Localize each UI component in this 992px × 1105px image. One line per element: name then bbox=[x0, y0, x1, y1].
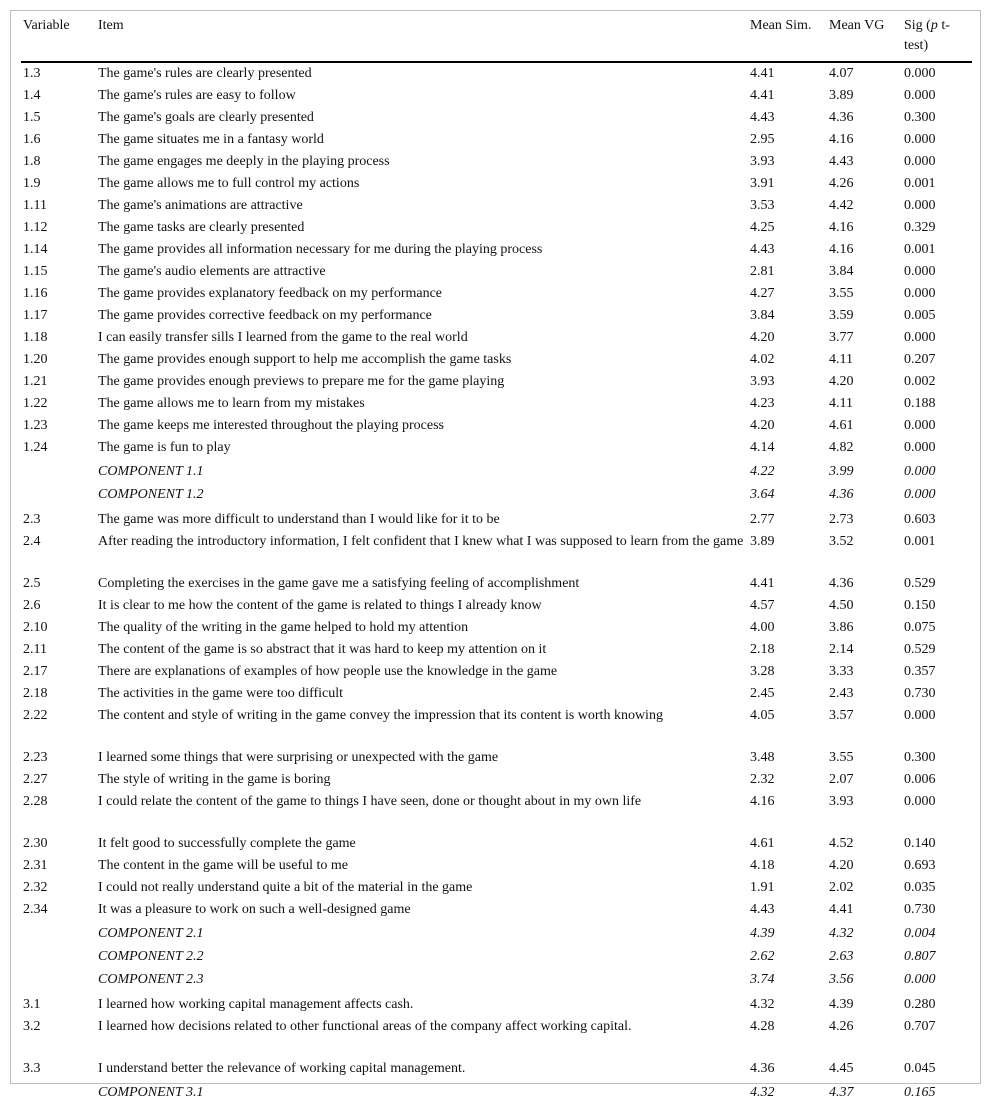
mean-vg-cell: 3.93 bbox=[829, 794, 854, 809]
sig-cell: 0.005 bbox=[904, 308, 936, 323]
item-cell: The game situates me in a fantasy world bbox=[98, 132, 324, 147]
table-row bbox=[21, 151, 972, 173]
sig-cell: 0.150 bbox=[904, 598, 936, 613]
table-row bbox=[21, 639, 972, 661]
mean-vg-cell: 3.52 bbox=[829, 534, 854, 549]
mean-sim-cell: 4.25 bbox=[750, 220, 775, 235]
header-sig-prefix: Sig ( bbox=[904, 18, 931, 33]
sig-cell: 0.000 bbox=[904, 154, 936, 169]
table-row bbox=[21, 217, 972, 239]
mean-vg-cell: 4.42 bbox=[829, 198, 854, 213]
variable-cell: 2.23 bbox=[23, 750, 48, 765]
variable-cell: 1.18 bbox=[23, 330, 48, 345]
variable-cell: 1.11 bbox=[23, 198, 47, 213]
item-cell: COMPONENT 3.1 bbox=[98, 1085, 204, 1100]
variable-cell: 2.27 bbox=[23, 772, 48, 787]
variable-cell: 1.16 bbox=[23, 286, 48, 301]
mean-vg-cell: 4.82 bbox=[829, 440, 854, 455]
item-cell: It felt good to successfully complete the game bbox=[98, 836, 356, 851]
table-row bbox=[21, 173, 972, 195]
table-row bbox=[21, 239, 972, 261]
variable-cell: 2.6 bbox=[23, 598, 41, 613]
table-row bbox=[21, 437, 972, 459]
mean-vg-cell: 4.16 bbox=[829, 220, 854, 235]
variable-cell: 1.12 bbox=[23, 220, 48, 235]
variable-cell: 1.20 bbox=[23, 352, 48, 367]
mean-vg-cell: 4.16 bbox=[829, 242, 854, 257]
mean-sim-cell: 3.48 bbox=[750, 750, 775, 765]
table-row bbox=[21, 85, 972, 107]
mean-sim-cell: 4.43 bbox=[750, 902, 775, 917]
item-cell: The game provides enough support to help me accomplish the game tasks bbox=[98, 352, 512, 367]
variable-cell bbox=[21, 459, 98, 482]
item-cell: The game's rules are easy to follow bbox=[98, 88, 296, 103]
mean-sim-cell: 4.39 bbox=[750, 926, 775, 941]
table-row bbox=[21, 107, 972, 129]
mean-sim-cell: 4.41 bbox=[750, 66, 775, 81]
mean-sim-cell: 4.43 bbox=[750, 110, 775, 125]
mean-vg-cell: 4.32 bbox=[829, 926, 854, 941]
item-cell: The game's rules are clearly presented bbox=[98, 66, 312, 81]
variable-cell: 1.5 bbox=[23, 110, 41, 125]
variable-cell bbox=[21, 921, 98, 944]
mean-sim-cell: 4.23 bbox=[750, 396, 775, 411]
sig-cell: 0.075 bbox=[904, 620, 936, 635]
mean-vg-cell: 3.86 bbox=[829, 620, 854, 635]
variable-cell bbox=[21, 944, 98, 967]
mean-sim-cell: 3.91 bbox=[750, 176, 775, 191]
mean-sim-cell: 2.81 bbox=[750, 264, 775, 279]
item-cell: I can easily transfer sills I learned from the game to the real world bbox=[98, 330, 468, 345]
table-row bbox=[21, 573, 972, 595]
sig-cell: 0.000 bbox=[904, 972, 936, 987]
mean-sim-cell: 2.62 bbox=[750, 949, 775, 964]
variable-cell: 2.28 bbox=[23, 794, 48, 809]
mean-sim-cell: 4.00 bbox=[750, 620, 775, 635]
mean-vg-cell: 2.07 bbox=[829, 772, 854, 787]
sig-cell: 0.140 bbox=[904, 836, 936, 851]
sig-cell: 0.300 bbox=[904, 110, 936, 125]
item-cell: The game is fun to play bbox=[98, 440, 231, 455]
variable-cell: 1.17 bbox=[23, 308, 48, 323]
table-row bbox=[21, 507, 972, 531]
mean-vg-cell: 3.57 bbox=[829, 708, 854, 723]
item-cell: COMPONENT 2.3 bbox=[98, 972, 204, 987]
sig-cell: 0.001 bbox=[904, 242, 936, 257]
item-cell: The game allows me to learn from my mistakes bbox=[98, 396, 365, 411]
sig-cell: 0.001 bbox=[904, 176, 936, 191]
sig-cell: 0.000 bbox=[904, 418, 936, 433]
table-row bbox=[21, 531, 972, 573]
item-cell: The style of writing in the game is boring bbox=[98, 772, 331, 787]
mean-vg-cell: 2.73 bbox=[829, 512, 854, 527]
item-cell: The game allows me to full control my actions bbox=[98, 176, 360, 191]
mean-sim-cell: 2.32 bbox=[750, 772, 775, 787]
mean-sim-cell: 4.28 bbox=[750, 1019, 775, 1034]
mean-vg-cell: 4.16 bbox=[829, 132, 854, 147]
mean-sim-cell: 4.27 bbox=[750, 286, 775, 301]
mean-sim-cell: 4.22 bbox=[750, 464, 775, 479]
item-cell: The content in the game will be useful to me bbox=[98, 858, 348, 873]
variable-cell: 3.2 bbox=[23, 1019, 41, 1034]
item-cell: I could relate the content of the game to things I have seen, done or thought about in my own life bbox=[98, 794, 642, 809]
sig-cell: 0.300 bbox=[904, 750, 936, 765]
mean-sim-cell: 3.74 bbox=[750, 972, 775, 987]
mean-sim-cell: 4.61 bbox=[750, 836, 775, 851]
variable-cell: 1.14 bbox=[23, 242, 48, 257]
variable-cell: 2.30 bbox=[23, 836, 48, 851]
mean-vg-cell: 2.02 bbox=[829, 880, 854, 895]
variable-cell: 1.3 bbox=[23, 66, 41, 81]
header-sig-suffix: t-test) bbox=[904, 18, 950, 53]
sig-cell: 0.000 bbox=[904, 264, 936, 279]
variable-cell: 2.18 bbox=[23, 686, 48, 701]
table-row bbox=[21, 62, 972, 85]
sig-cell: 0.000 bbox=[904, 66, 936, 81]
mean-vg-cell: 4.50 bbox=[829, 598, 854, 613]
item-cell: The quality of the writing in the game helped to hold my attention bbox=[98, 620, 469, 635]
mean-sim-cell: 4.16 bbox=[750, 794, 775, 809]
table-row bbox=[21, 129, 972, 151]
mean-vg-cell: 4.36 bbox=[829, 487, 854, 502]
mean-sim-cell: 4.14 bbox=[750, 440, 775, 455]
mean-sim-cell: 3.93 bbox=[750, 154, 775, 169]
item-cell: The game's goals are clearly presented bbox=[98, 110, 314, 125]
table-row bbox=[21, 371, 972, 393]
variable-cell: 1.6 bbox=[23, 132, 41, 147]
header-sig-p: p bbox=[930, 18, 938, 33]
sig-cell: 0.045 bbox=[904, 1061, 936, 1076]
sig-cell: 0.000 bbox=[904, 708, 936, 723]
sig-cell: 0.006 bbox=[904, 772, 936, 787]
variable-cell: 1.23 bbox=[23, 418, 48, 433]
sig-cell: 0.280 bbox=[904, 997, 936, 1012]
mean-vg-cell: 4.20 bbox=[829, 858, 854, 873]
item-cell: I learned some things that were surprising or unexpected with the game bbox=[98, 750, 499, 765]
mean-vg-cell: 4.52 bbox=[829, 836, 854, 851]
mean-vg-cell: 4.11 bbox=[829, 352, 853, 367]
mean-vg-cell: 4.26 bbox=[829, 1019, 854, 1034]
table-row bbox=[21, 899, 972, 921]
variable-cell: 2.10 bbox=[23, 620, 48, 635]
header-mean-sim: Mean Sim. bbox=[750, 11, 829, 62]
variable-cell: 2.34 bbox=[23, 902, 48, 917]
mean-sim-cell: 3.53 bbox=[750, 198, 775, 213]
mean-sim-cell: 4.32 bbox=[750, 997, 775, 1012]
item-cell: COMPONENT 2.2 bbox=[98, 949, 204, 964]
sig-cell: 0.000 bbox=[904, 198, 936, 213]
table-row bbox=[21, 595, 972, 617]
item-cell: After reading the introductory information, I felt confident that I knew what I was supposed to learn from the game bbox=[98, 534, 744, 549]
item-cell: The game engages me deeply in the playing process bbox=[98, 154, 390, 169]
mean-vg-cell: 3.33 bbox=[829, 664, 854, 679]
sig-cell: 0.529 bbox=[904, 642, 936, 657]
table-row bbox=[21, 349, 972, 371]
sig-cell: 0.004 bbox=[904, 926, 936, 941]
table-row bbox=[21, 705, 972, 747]
variable-cell bbox=[21, 482, 98, 507]
table-row bbox=[21, 393, 972, 415]
table-row bbox=[21, 992, 972, 1016]
table-row bbox=[21, 415, 972, 437]
sig-cell: 0.000 bbox=[904, 487, 936, 502]
table-row bbox=[21, 791, 972, 833]
item-cell: The game's animations are attractive bbox=[98, 198, 303, 213]
table-header-row bbox=[21, 11, 972, 62]
table-row bbox=[21, 833, 972, 855]
item-cell: The game provides corrective feedback on my performance bbox=[98, 308, 432, 323]
item-cell: The content and style of writing in the game convey the impression that its content is worth knowing bbox=[98, 708, 663, 723]
sig-cell: 0.165 bbox=[904, 1085, 936, 1100]
item-cell: The content of the game is so abstract that it was hard to keep my attention on it bbox=[98, 642, 547, 657]
component-row bbox=[21, 459, 972, 482]
mean-sim-cell: 4.20 bbox=[750, 330, 775, 345]
sig-cell: 0.603 bbox=[904, 512, 936, 527]
header-variable: Variable bbox=[21, 11, 98, 62]
table-row bbox=[21, 617, 972, 639]
sig-cell: 0.035 bbox=[904, 880, 936, 895]
variable-cell: 2.17 bbox=[23, 664, 48, 679]
sig-cell: 0.001 bbox=[904, 534, 936, 549]
variable-cell: 1.15 bbox=[23, 264, 48, 279]
mean-sim-cell: 2.45 bbox=[750, 686, 775, 701]
item-cell: The game was more difficult to understand than I would like for it to be bbox=[98, 512, 500, 527]
table-body bbox=[21, 62, 972, 1105]
item-cell: The game's audio elements are attractive bbox=[98, 264, 326, 279]
mean-sim-cell: 3.28 bbox=[750, 664, 775, 679]
variable-cell: 1.4 bbox=[23, 88, 41, 103]
mean-sim-cell: 1.91 bbox=[750, 880, 775, 895]
mean-vg-cell: 3.55 bbox=[829, 750, 854, 765]
table-row bbox=[21, 327, 972, 349]
sig-cell: 0.529 bbox=[904, 576, 936, 591]
variable-cell: 1.21 bbox=[23, 374, 48, 389]
sig-cell: 0.707 bbox=[904, 1019, 936, 1034]
variable-cell: 2.22 bbox=[23, 708, 48, 723]
table-row bbox=[21, 195, 972, 217]
table-row bbox=[21, 769, 972, 791]
variable-cell: 2.5 bbox=[23, 576, 41, 591]
mean-sim-cell: 4.41 bbox=[750, 576, 775, 591]
mean-vg-cell: 4.36 bbox=[829, 576, 854, 591]
item-cell: COMPONENT 1.1 bbox=[98, 464, 204, 479]
item-cell: The activities in the game were too difficult bbox=[98, 686, 344, 701]
item-cell: Completing the exercises in the game gave me a satisfying feeling of accomplishment bbox=[98, 576, 580, 591]
mean-vg-cell: 3.99 bbox=[829, 464, 854, 479]
item-cell: The game keeps me interested throughout the playing process bbox=[98, 418, 445, 433]
mean-vg-cell: 3.59 bbox=[829, 308, 854, 323]
mean-vg-cell: 4.61 bbox=[829, 418, 854, 433]
item-cell: I learned how working capital management affects cash. bbox=[98, 997, 414, 1012]
mean-vg-cell: 4.26 bbox=[829, 176, 854, 191]
item-cell: I could not really understand quite a bit of the material in the game bbox=[98, 880, 473, 895]
variable-cell: 1.9 bbox=[23, 176, 41, 191]
mean-vg-cell: 4.37 bbox=[829, 1085, 854, 1100]
sig-cell: 0.000 bbox=[904, 794, 936, 809]
header-sig bbox=[904, 11, 972, 62]
mean-sim-cell: 4.18 bbox=[750, 858, 775, 873]
variable-cell: 1.24 bbox=[23, 440, 48, 455]
table-row bbox=[21, 1058, 972, 1080]
mean-vg-cell: 2.63 bbox=[829, 949, 854, 964]
item-cell: COMPONENT 1.2 bbox=[98, 487, 204, 502]
table-row bbox=[21, 747, 972, 769]
item-cell: I understand better the relevance of working capital management. bbox=[98, 1061, 466, 1076]
header-item: Item bbox=[98, 11, 750, 62]
variable-cell: 1.8 bbox=[23, 154, 41, 169]
component-row bbox=[21, 944, 972, 967]
variable-cell: 2.31 bbox=[23, 858, 48, 873]
sig-cell: 0.329 bbox=[904, 220, 936, 235]
item-cell: COMPONENT 2.1 bbox=[98, 926, 204, 941]
item-cell: The game provides explanatory feedback on my performance bbox=[98, 286, 443, 301]
table-row bbox=[21, 283, 972, 305]
variable-cell: 2.3 bbox=[23, 512, 41, 527]
table-row bbox=[21, 855, 972, 877]
table-row bbox=[21, 261, 972, 283]
mean-sim-cell: 4.32 bbox=[750, 1085, 775, 1100]
sig-cell: 0.000 bbox=[904, 440, 936, 455]
variable-cell: 2.32 bbox=[23, 880, 48, 895]
variable-cell bbox=[21, 967, 98, 992]
item-cell: I learned how decisions related to other functional areas of the company affect working capital. bbox=[98, 1019, 632, 1034]
mean-sim-cell: 4.05 bbox=[750, 708, 775, 723]
sig-cell: 0.002 bbox=[904, 374, 936, 389]
table-row bbox=[21, 305, 972, 327]
mean-sim-cell: 4.02 bbox=[750, 352, 775, 367]
mean-sim-cell: 4.57 bbox=[750, 598, 775, 613]
mean-vg-cell: 3.56 bbox=[829, 972, 854, 987]
table-row bbox=[21, 1016, 972, 1058]
sig-cell: 0.730 bbox=[904, 686, 936, 701]
mean-sim-cell: 3.84 bbox=[750, 308, 775, 323]
header-mean-vg: Mean VG bbox=[829, 11, 904, 62]
mean-vg-cell: 3.55 bbox=[829, 286, 854, 301]
mean-vg-cell: 4.39 bbox=[829, 997, 854, 1012]
table-row bbox=[21, 683, 972, 705]
mean-vg-cell: 4.43 bbox=[829, 154, 854, 169]
component-row bbox=[21, 1080, 972, 1105]
sig-cell: 0.000 bbox=[904, 132, 936, 147]
sig-cell: 0.357 bbox=[904, 664, 936, 679]
mean-vg-cell: 2.43 bbox=[829, 686, 854, 701]
sig-cell: 0.693 bbox=[904, 858, 936, 873]
mean-vg-cell: 4.11 bbox=[829, 396, 853, 411]
variable-cell: 3.1 bbox=[23, 997, 41, 1012]
mean-vg-cell: 4.20 bbox=[829, 374, 854, 389]
results-table bbox=[21, 11, 972, 1105]
mean-sim-cell: 4.43 bbox=[750, 242, 775, 257]
mean-sim-cell: 2.18 bbox=[750, 642, 775, 657]
variable-cell bbox=[21, 1080, 98, 1105]
mean-sim-cell: 4.36 bbox=[750, 1061, 775, 1076]
mean-vg-cell: 4.45 bbox=[829, 1061, 854, 1076]
mean-vg-cell: 4.07 bbox=[829, 66, 854, 81]
variable-cell: 2.4 bbox=[23, 534, 41, 549]
variable-cell: 2.11 bbox=[23, 642, 47, 657]
mean-sim-cell: 4.20 bbox=[750, 418, 775, 433]
mean-sim-cell: 3.64 bbox=[750, 487, 775, 502]
table-row bbox=[21, 877, 972, 899]
item-cell: There are explanations of examples of how people use the knowledge in the game bbox=[98, 664, 558, 679]
sig-cell: 0.000 bbox=[904, 464, 936, 479]
sig-cell: 0.207 bbox=[904, 352, 936, 367]
table-row bbox=[21, 661, 972, 683]
item-cell: It was a pleasure to work on such a well-designed game bbox=[98, 902, 411, 917]
mean-sim-cell: 2.77 bbox=[750, 512, 775, 527]
sig-cell: 0.000 bbox=[904, 330, 936, 345]
component-row bbox=[21, 921, 972, 944]
mean-sim-cell: 4.41 bbox=[750, 88, 775, 103]
item-cell: The game provides all information necessary for me during the playing process bbox=[98, 242, 543, 257]
mean-sim-cell: 3.89 bbox=[750, 534, 775, 549]
component-row bbox=[21, 482, 972, 507]
mean-vg-cell: 3.84 bbox=[829, 264, 854, 279]
sig-cell: 0.000 bbox=[904, 286, 936, 301]
variable-cell: 1.22 bbox=[23, 396, 48, 411]
sig-cell: 0.807 bbox=[904, 949, 936, 964]
mean-vg-cell: 3.77 bbox=[829, 330, 854, 345]
sig-cell: 0.000 bbox=[904, 88, 936, 103]
mean-vg-cell: 2.14 bbox=[829, 642, 854, 657]
item-cell: The game provides enough previews to prepare me for the game playing bbox=[98, 374, 505, 389]
mean-vg-cell: 3.89 bbox=[829, 88, 854, 103]
mean-sim-cell: 3.93 bbox=[750, 374, 775, 389]
sig-cell: 0.730 bbox=[904, 902, 936, 917]
mean-sim-cell: 2.95 bbox=[750, 132, 775, 147]
sig-cell: 0.188 bbox=[904, 396, 936, 411]
component-row bbox=[21, 967, 972, 992]
item-cell: It is clear to me how the content of the game is related to things I already know bbox=[98, 598, 542, 613]
mean-vg-cell: 4.36 bbox=[829, 110, 854, 125]
variable-cell: 3.3 bbox=[23, 1061, 41, 1076]
mean-vg-cell: 4.41 bbox=[829, 902, 854, 917]
item-cell: The game tasks are clearly presented bbox=[98, 220, 305, 235]
results-table-frame bbox=[10, 10, 981, 1100]
